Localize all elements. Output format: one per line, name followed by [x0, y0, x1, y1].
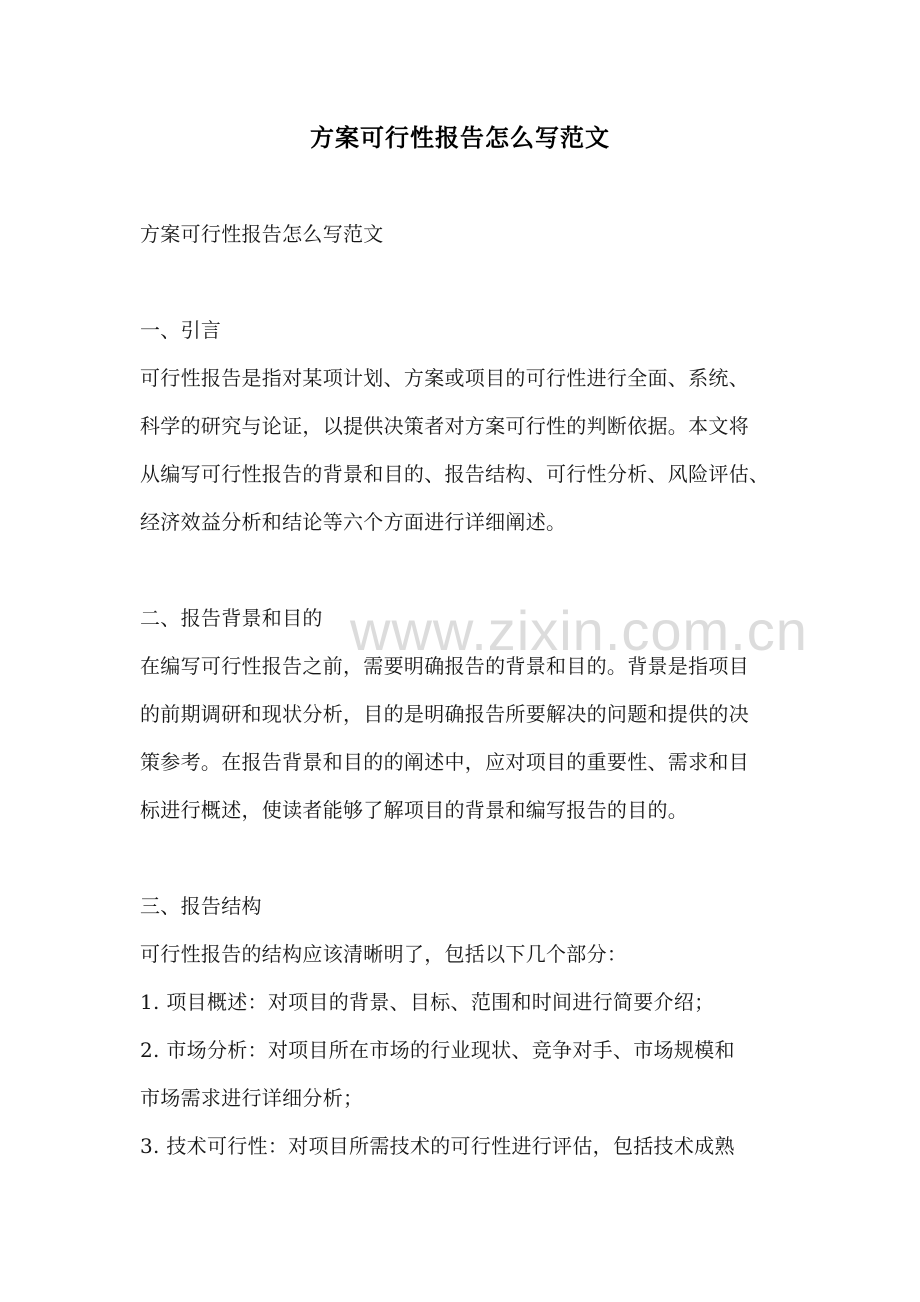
- section-heading-structure: 三、报告结构: [140, 894, 262, 918]
- paragraph-line: 在编写可行性报告之前，需要明确报告的背景和目的。背景是指项目: [140, 654, 749, 678]
- paragraph-line: 策参考。在报告背景和目的的阐述中，应对项目的重要性、需求和目: [140, 750, 749, 774]
- list-item: 3. 技术可行性：对项目所需技术的可行性进行评估，包括技术成熟: [140, 1134, 735, 1158]
- watermark: www.zixin.com.cn: [350, 599, 808, 662]
- paragraph-line: 科学的研究与论证，以提供决策者对方案可行性的判断依据。本文将: [140, 414, 749, 438]
- document-title: 方案可行性报告怎么写范文: [310, 124, 610, 152]
- list-item-continuation: 市场需求进行详细分析；: [140, 1086, 364, 1110]
- paragraph-line: 可行性报告的结构应该清晰明了，包括以下几个部分：: [140, 942, 628, 966]
- paragraph-line: 的前期调研和现状分析，目的是明确报告所要解决的问题和提供的决: [140, 702, 749, 726]
- paragraph-line: 可行性报告是指对某项计划、方案或项目的可行性进行全面、系统、: [140, 366, 749, 390]
- paragraph-line: 从编写可行性报告的背景和目的、报告结构、可行性分析、风险评估、: [140, 462, 770, 486]
- list-item: 2. 市场分析：对项目所在市场的行业现状、竞争对手、市场规模和: [140, 1038, 735, 1062]
- list-item: 1. 项目概述：对项目的背景、目标、范围和时间进行简要介绍；: [140, 990, 715, 1014]
- subtitle-line: 方案可行性报告怎么写范文: [140, 222, 384, 246]
- paragraph-line: 经济效益分析和结论等六个方面进行详细阐述。: [140, 510, 567, 534]
- paragraph-line: 标进行概述，使读者能够了解项目的背景和编写报告的目的。: [140, 798, 689, 822]
- section-heading-introduction: 一、引言: [140, 318, 222, 342]
- section-heading-background: 二、报告背景和目的: [140, 606, 323, 630]
